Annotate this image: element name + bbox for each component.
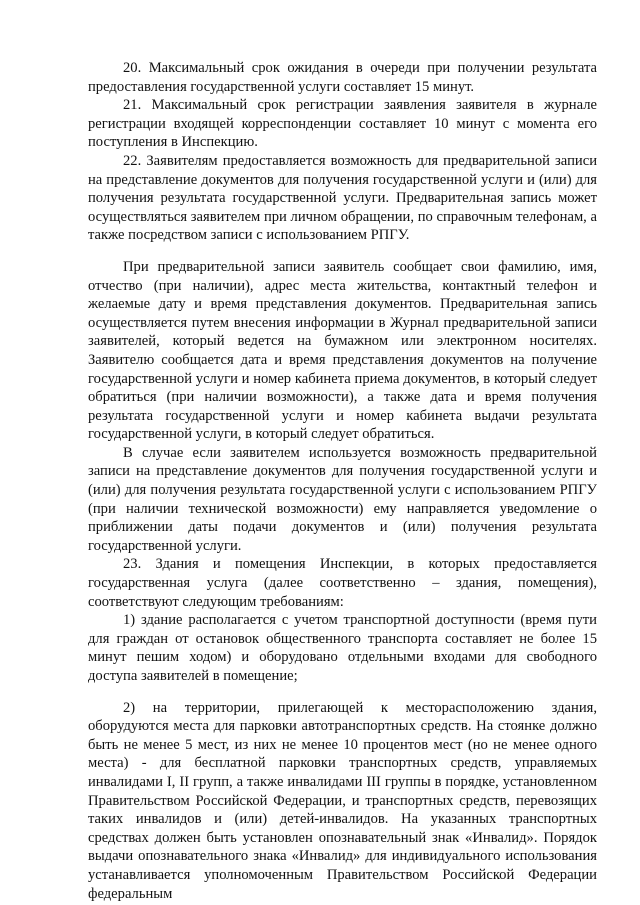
paragraph-preliminary-record: При предварительной записи заявитель сообщает свои фамилию, имя, отчество (при наличии), адрес места жительства, контактный телефон и желаемые дату и время представления документов. Предварительная запись осуществляется путем внесения информации в Журнал предварительной записи заявителей, который ведется на бумажном или электронном носителях. Заявителю сообщается дата и время представления документов на получение государственной услуги и номер кабинета приема документов, в который следует обратиться (при наличии возможности), а также дата и время получения результата государственной услуги и номер кабинета выдачи результата государственной услуги, в который следует обратиться. xyxy=(88,258,597,443)
paragraph-rpgu-notification: В случае если заявителем используется возможность предварительной записи на представление документов для получения государственной услуги и (или) для получения результата государственной услуги с использованием РПГУ (при наличии технической возможности) ему направляется уведомление о приближении даты подачи документов и (или) получения результата государственной услуги. xyxy=(88,444,597,554)
paragraph-item-23: 23. Здания и помещения Инспекции, в которых предоставляется государственная услуга (далее соответственно – здания, помещения), соответствуют следующим требованиям: xyxy=(88,556,597,610)
paragraph-item-20: 20. Максимальный срок ожидания в очереди при получении результата предоставления государственной услуги составляет 15 минут. xyxy=(88,60,597,95)
paragraph-subitem-1: 1) здание располагается с учетом транспортной доступности (время пути для граждан от остановок общественного транспорта составляет не более 15 минут пешим ходом) и оборудовано отдельными входами для свободного доступа заявителей в помещение; xyxy=(88,612,597,684)
document-page xyxy=(88,59,597,903)
paragraph-item-21: 21. Максимальный срок регистрации заявления заявителя в журнале регистрации входящей корреспонденции составляет 10 минут с момента его поступления в Инспекцию. xyxy=(88,97,597,151)
paragraph-subitem-2: 2) на территории, прилегающей к месторасположению здания, оборудуются места для парковки автотранспортных средств. На стоянке должно быть не менее 5 мест, из них не менее 10 процентов мест (но не менее одного места) - для бесплатной парковки транспортных средств, управляемых инвалидами I, II групп, а также инвалидами III группы в порядке, установленном Правительством Российской Федерации, и транспортных средств, перевозящих таких инвалидов и (или) детей-инвалидов. На указанных транспортных средствах должен быть установлен опознавательный знак «Инвалид». Порядок выдачи опознавательного знака «Инвалид» для индивидуального использования устанавливается уполномоченным Правительством Российской Федерации федеральным xyxy=(88,699,597,902)
paragraph-item-22: 22. Заявителям предоставляется возможность для предварительной записи на представление документов для получения государственной услуги и (или) для получения результата государственной услуги. Предварительная запись может осуществляться заявителем при личном обращении, по справочным телефонам, а также посредством записи с использованием РПГУ. xyxy=(88,152,597,244)
